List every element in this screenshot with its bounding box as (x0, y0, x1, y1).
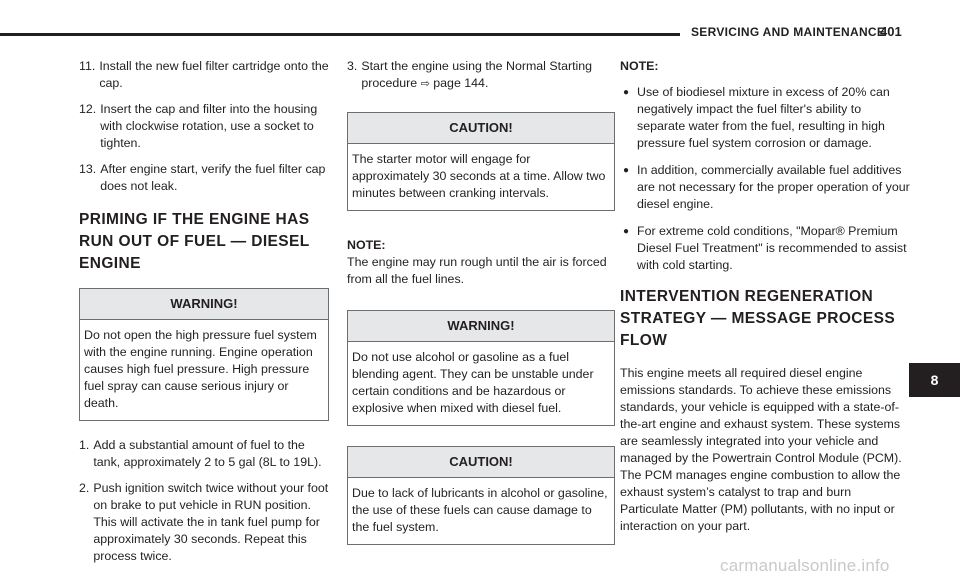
step-text: Push ignition switch twice without your foot on brake to put vehicle in RUN position. This will activate the in tank fuel pump for approximately 30 seconds. Repeat this process twice. (93, 481, 329, 563)
column-left (79, 58, 329, 574)
step-11 (79, 58, 329, 92)
step-text: After engine start, verify the fuel filter cap does not leak. (100, 162, 326, 193)
caution-body: Due to lack of lubricants in alcohol or gasoline, the use of these fuels can cause damage to the fuel system. (352, 486, 608, 534)
bullet-item (620, 223, 910, 274)
bullet-icon: ● (623, 165, 630, 176)
step-number: 2. (79, 481, 90, 495)
step-3-text: Start the engine using the Normal Starting procedure (361, 59, 593, 90)
step-number: 3. (347, 59, 358, 73)
step-text: Add a substantial amount of fuel to the tank, approximately 2 to 5 gal (8L to 19L). (93, 438, 322, 469)
step-13 (79, 161, 329, 195)
warning-title: WARNING! (348, 311, 614, 342)
bullet-text: In addition, commercially available fuel additives are not necessary for the proper operation of your diesel engine. (637, 163, 910, 211)
warning-body: Do not open the high pressure fuel system with the engine running. Engine operation causes high fuel pressure. High pressure fuel spray can cause serious injury or death. (84, 328, 317, 410)
caution-box-starter (347, 112, 615, 211)
column-middle (347, 58, 615, 561)
watermark: carmanualsonline.info (720, 556, 890, 575)
note-label: NOTE: (620, 59, 659, 73)
section-heading-intervention: INTERVENTION REGENERATION STRATEGY — MESSAGE PROCESS FLOW (620, 288, 896, 349)
page-reference-link[interactable]: page 144. (433, 76, 489, 90)
section-heading-priming: PRIMING IF THE ENGINE HAS RUN OUT OF FUEL — DIESEL ENGINE (79, 211, 310, 272)
step-number: 12. (79, 102, 97, 116)
bullet-icon: ● (623, 226, 630, 237)
warning-box-alcohol (347, 310, 615, 426)
step-number: 11. (79, 59, 96, 73)
note-label: NOTE: (347, 238, 386, 252)
chapter-tab: 8 (909, 363, 960, 397)
step-2 (79, 480, 329, 565)
bullet-item (620, 162, 910, 213)
step-12 (79, 101, 329, 152)
warning-title: WARNING! (80, 289, 328, 320)
step-number: 13. (79, 162, 97, 176)
caution-title: CAUTION! (348, 447, 614, 478)
step-1 (79, 437, 329, 471)
step-number: 1. (79, 438, 90, 452)
header-rule (0, 33, 680, 36)
bullet-item (620, 84, 910, 152)
note-text: The engine may run rough until the air is forced from all the fuel lines. (347, 255, 607, 286)
body-paragraph: This engine meets all required diesel engine emissions standards. To achieve these emissions standards, your vehicle is equipped with a state-of-the-art engine and exhaust system. These systems are seamlessly integrated into your vehicle and managed by the Powertrain Control Module (PCM). The PCM manages engine combustion to allow the exhaust system’s catalyst to trap and burn Particulate Matter (PM) pollutants, with no input or interaction on your part. (620, 366, 902, 533)
page-reference-arrow-icon: ⇨ (420, 78, 430, 90)
warning-body: Do not use alcohol or gasoline as a fuel blending agent. They can be unstable under certain conditions and be hazardous or explosive when mixed with diesel fuel. (352, 350, 594, 415)
note (347, 237, 615, 288)
step-text: Insert the cap and filter into the housing with clockwise rotation, use a socket to tighten. (100, 102, 318, 150)
section-title: SERVICING AND MAINTENANCE (691, 25, 886, 39)
caution-title: CAUTION! (348, 113, 614, 144)
step-text (361, 58, 615, 93)
step-3 (347, 58, 615, 93)
page-number: 401 (880, 24, 902, 39)
bullet-icon: ● (623, 87, 630, 98)
caution-box-lubricants (347, 446, 615, 545)
caution-body: The starter motor will engage for approximately 30 seconds at a time. Allow two minutes between cranking intervals. (352, 152, 606, 200)
bullet-text: Use of biodiesel mixture in excess of 20% can negatively impact the fuel filter's ability to separate water from the fuel, resulting in high pressure fuel system corrosion or damage. (637, 85, 890, 150)
bullet-text: For extreme cold conditions, "Mopar® Premium Diesel Fuel Treatment" is recommended to assist with cold starting. (637, 224, 907, 272)
column-right (620, 58, 910, 535)
step-text: Install the new fuel filter cartridge onto the cap. (99, 59, 329, 90)
warning-box (79, 288, 329, 421)
